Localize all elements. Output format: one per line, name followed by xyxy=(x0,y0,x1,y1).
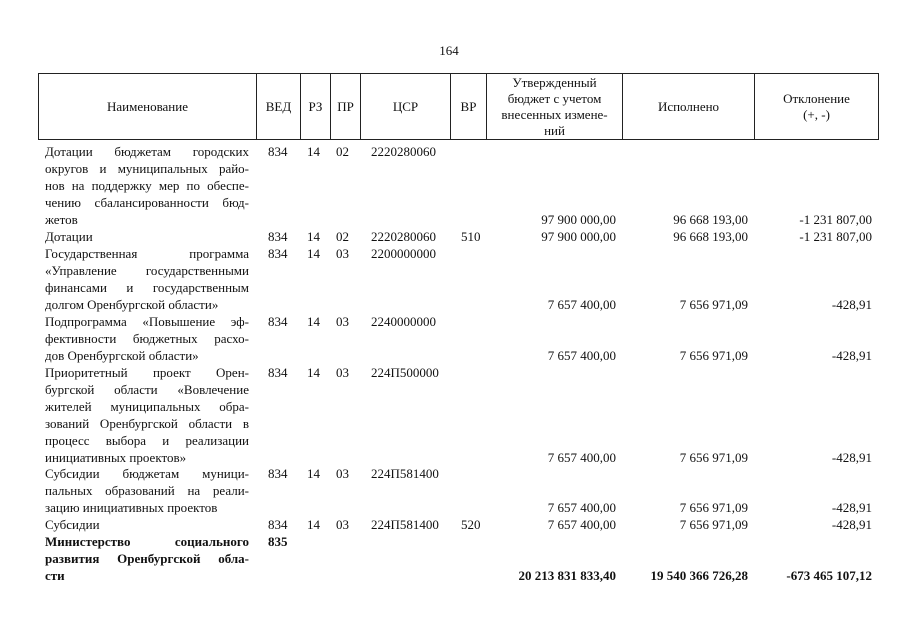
row-ved: 834 xyxy=(268,246,288,261)
header-executed: Исполнено xyxy=(622,74,754,139)
row-ved: 834 xyxy=(268,365,288,380)
row-deviation: -428,91 xyxy=(831,500,872,515)
row-deviation: -1 231 807,00 xyxy=(799,212,872,227)
row-rz: 14 xyxy=(307,314,320,329)
row-csr: 2220280060 xyxy=(371,229,436,244)
row-name: Дотации бюджетам городских округов и муниципальных райо- нов на поддержку мер по обеспе- чению сбалансированности бюд- жетов xyxy=(45,144,249,227)
header-rz: РЗ xyxy=(300,74,330,139)
row-name: Приоритетный проект Орен- бургской области «Вовлечение жителей муниципальных обра- зований Оренбургской области в процесс выбора и реализации инициативных проектов» xyxy=(45,365,249,465)
row-csr: 2200000000 xyxy=(371,246,436,261)
row-executed: 7 656 971,09 xyxy=(679,500,748,515)
row-deviation: -428,91 xyxy=(831,348,872,363)
row-pr: 03 xyxy=(336,246,349,261)
row-executed: 96 668 193,00 xyxy=(673,212,748,227)
row-executed: 19 540 366 726,28 xyxy=(650,568,748,583)
row-pr: 03 xyxy=(336,314,349,329)
row-approved: 7 657 400,00 xyxy=(547,450,616,465)
row-csr: 224П500000 xyxy=(371,365,439,380)
row-approved: 20 213 831 833,40 xyxy=(518,568,616,583)
row-name: Государственная программа «Управление государственными финансами и государственным долгом Оренбургской области» xyxy=(45,246,249,312)
header-ved: ВЕД xyxy=(256,74,300,139)
header-deviation: Отклонение (+, -) xyxy=(754,74,878,139)
row-csr: 2240000000 xyxy=(371,314,436,329)
row-name: Министерство социального развития Оренбургской обла- сти xyxy=(45,534,249,583)
header-vr: ВР xyxy=(450,74,486,139)
row-deviation: -428,91 xyxy=(831,297,872,312)
row-deviation: -428,91 xyxy=(831,517,872,532)
row-rz: 14 xyxy=(307,144,320,159)
row-vr: 510 xyxy=(461,229,481,244)
row-approved: 97 900 000,00 xyxy=(541,229,616,244)
row-ved: 834 xyxy=(268,229,288,244)
header-csr: ЦСР xyxy=(360,74,450,139)
page-number: 164 xyxy=(439,43,459,58)
row-ved: 834 xyxy=(268,144,288,159)
row-name: Субсидии бюджетам муници- пальных образований на реали- зацию инициативных проектов xyxy=(45,466,249,515)
row-approved: 7 657 400,00 xyxy=(547,500,616,515)
row-name: Субсидии xyxy=(45,517,100,532)
row-ved: 835 xyxy=(268,534,288,549)
row-ved: 834 xyxy=(268,466,288,481)
row-deviation: -673 465 107,12 xyxy=(786,568,872,583)
row-name: Подпрограмма «Повышение эф- фективности бюджетных расхо- дов Оренбургской области» xyxy=(45,314,249,363)
row-approved: 97 900 000,00 xyxy=(541,212,616,227)
row-executed: 7 656 971,09 xyxy=(679,297,748,312)
row-pr: 03 xyxy=(336,365,349,380)
row-rz: 14 xyxy=(307,365,320,380)
row-deviation: -1 231 807,00 xyxy=(799,229,872,244)
row-approved: 7 657 400,00 xyxy=(547,517,616,532)
row-pr: 03 xyxy=(336,517,349,532)
row-csr: 224П581400 xyxy=(371,517,439,532)
row-csr: 2220280060 xyxy=(371,144,436,159)
row-rz: 14 xyxy=(307,246,320,261)
row-rz: 14 xyxy=(307,229,320,244)
row-executed: 96 668 193,00 xyxy=(673,229,748,244)
row-vr: 520 xyxy=(461,517,481,532)
row-pr: 03 xyxy=(336,466,349,481)
row-rz: 14 xyxy=(307,517,320,532)
row-ved: 834 xyxy=(268,517,288,532)
table-header xyxy=(38,73,879,140)
row-executed: 7 656 971,09 xyxy=(679,517,748,532)
row-pr: 02 xyxy=(336,144,349,159)
row-approved: 7 657 400,00 xyxy=(547,348,616,363)
row-deviation: -428,91 xyxy=(831,450,872,465)
header-approved: Утвержденный бюджет с учетом внесенных измене- ний xyxy=(486,74,622,139)
row-pr: 02 xyxy=(336,229,349,244)
header-name: Наименование xyxy=(107,98,188,114)
row-rz: 14 xyxy=(307,466,320,481)
header-pr: ПР xyxy=(330,74,360,139)
row-executed: 7 656 971,09 xyxy=(679,348,748,363)
row-name: Дотации xyxy=(45,229,93,244)
row-executed: 7 656 971,09 xyxy=(679,450,748,465)
row-ved: 834 xyxy=(268,314,288,329)
row-csr: 224П581400 xyxy=(371,466,439,481)
row-approved: 7 657 400,00 xyxy=(547,297,616,312)
